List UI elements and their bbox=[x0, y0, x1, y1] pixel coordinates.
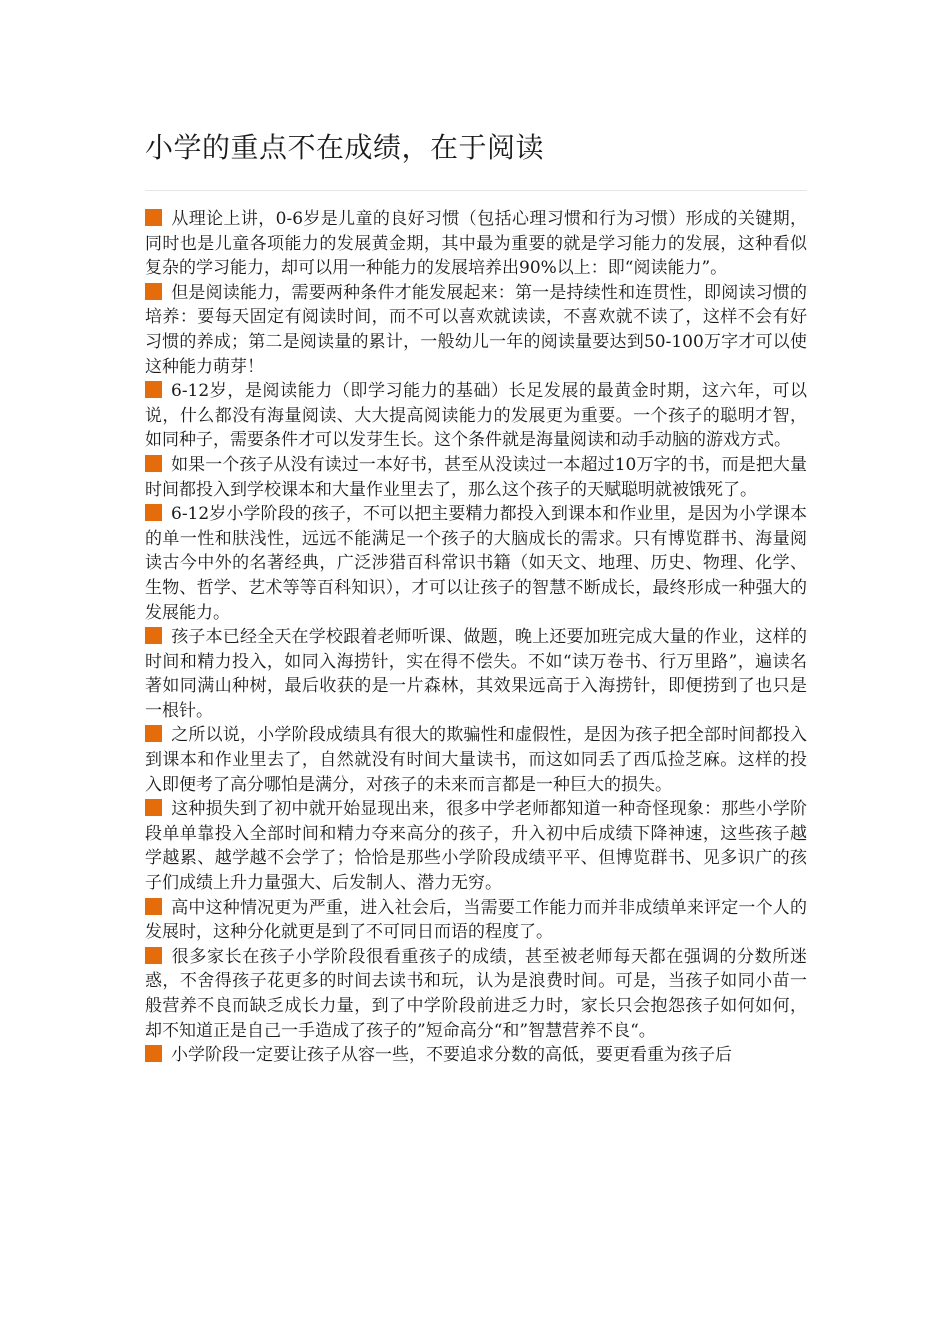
paragraph-text: 很多家长在孩子小学阶段很看重孩子的成绩，甚至被老师每天都在强调的分数所迷惑，不舍得孩子花更多的时间去读书和玩，认为是浪费时间。可是，当孩子如同小苗一般营养不良而缺乏成长力量，到了中学阶段前进乏力时，家长只会抱怨孩子如何如何，却不知道正是自己一手造成了孩子的”短命高分“和”智慧营养不良“。 bbox=[145, 946, 807, 1041]
paragraph bbox=[145, 281, 807, 379]
paragraph bbox=[145, 453, 807, 502]
paragraph-list bbox=[145, 207, 807, 1068]
paragraph-text: 6-12岁小学阶段的孩子，不可以把主要精力都投入到课本和作业里，是因为小学课本的单一性和肤浅性，远远不能满足一个孩子的大脑成长的需求。只有博览群书、海量阅读古今中外的名著经典，广泛涉猎百科常识书籍（如天文、地理、历史、物理、化学、生物、哲学、艺术等等百科知识），才可以让孩子的智慧不断成长，最终形成一种强大的发展能力。 bbox=[145, 504, 807, 623]
square-bullet-icon bbox=[145, 799, 162, 816]
paragraph bbox=[145, 502, 807, 625]
paragraph bbox=[145, 797, 807, 895]
paragraph-text: 这种损失到了初中就开始显现出来，很多中学老师都知道一种奇怪现象：那些小学阶段单单靠投入全部时间和精力夺来高分的孩子，升入初中后成绩下降神速，这些孩子越学越累、越学越不会学了；恰恰是那些小学阶段成绩平平、但博览群书、见多识广的孩子们成绩上升力量强大、后发制人、潜力无穷。 bbox=[145, 799, 807, 894]
paragraph bbox=[145, 379, 807, 453]
paragraph bbox=[145, 1043, 807, 1068]
paragraph-text: 孩子本已经全天在学校跟着老师听课、做题，晚上还要加班完成大量的作业，这样的时间和精力投入，如同入海捞针，实在得不偿失。不如“读万卷书、行万里路”，遍读名著如同满山种树，最后收获的是一片森林，其效果远高于入海捞针，即便捞到了也只是一根针。 bbox=[145, 627, 807, 721]
paragraph bbox=[145, 207, 807, 281]
square-bullet-icon bbox=[145, 209, 162, 226]
paragraph bbox=[145, 723, 807, 797]
square-bullet-icon bbox=[145, 898, 162, 915]
document-page bbox=[145, 128, 807, 1068]
paragraph-text: 高中这种情况更为严重，进入社会后，当需要工作能力而并非成绩单来评定一个人的发展时，这种分化就更是到了不可同日而语的程度了。 bbox=[145, 897, 807, 943]
paragraph-text: 如果一个孩子从没有读过一本好书，甚至从没读过一本超过10万字的书，而是把大量时间都投入到学校课本和大量作业里去了，那么这个孩子的天赋聪明就被饿死了。 bbox=[145, 454, 807, 500]
square-bullet-icon bbox=[145, 381, 162, 398]
paragraph-text: 6-12岁，是阅读能力（即学习能力的基础）长足发展的最黄金时期，这六年，可以说，什么都没有海量阅读、大大提高阅读能力的发展更为重要。一个孩子的聪明才智，如同种子，需要条件才可以发芽生长。这个条件就是海量阅读和动手动脑的游戏方式。 bbox=[145, 381, 807, 451]
square-bullet-icon bbox=[145, 627, 162, 644]
document-title: 小学的重点不在成绩，在于阅读 bbox=[145, 131, 545, 164]
paragraph-text: 之所以说，小学阶段成绩具有很大的欺骗性和虚假性，是因为孩子把全部时间都投入到课本和作业里去了，自然就没有时间大量读书，而这如同丢了西瓜捡芝麻。这样的投入即便考了高分哪怕是满分，对孩子的未来而言都是一种巨大的损失。 bbox=[145, 725, 807, 795]
paragraph bbox=[145, 945, 807, 1043]
paragraph-text: 从理论上讲，0-6岁是儿童的良好习惯（包括心理习惯和行为习惯）形成的关键期，同时也是儿童各项能力的发展黄金期，其中最为重要的就是学习能力的发展，这种看似复杂的学习能力，却可以用一种能力的发展培养出90%以上：即“阅读能力”。 bbox=[145, 209, 807, 279]
square-bullet-icon bbox=[145, 947, 162, 964]
paragraph bbox=[145, 625, 807, 723]
square-bullet-icon bbox=[145, 283, 162, 300]
square-bullet-icon bbox=[145, 725, 162, 742]
title-divider bbox=[145, 190, 807, 191]
paragraph-text: 小学阶段一定要让孩子从容一些，不要追求分数的高低，要更看重为孩子后 bbox=[171, 1045, 732, 1066]
square-bullet-icon bbox=[145, 504, 162, 521]
paragraph-text: 但是阅读能力，需要两种条件才能发展起来：第一是持续性和连贯性，即阅读习惯的培养：要每天固定有阅读时间，而不可以喜欢就读读，不喜欢就不读了，这样不会有好习惯的养成；第二是阅读量的累计，一般幼儿一年的阅读量要达到50-100万字才可以使这种能力萌芽！ bbox=[145, 282, 807, 377]
square-bullet-icon bbox=[145, 1045, 162, 1062]
square-bullet-icon bbox=[145, 455, 162, 472]
paragraph bbox=[145, 896, 807, 945]
